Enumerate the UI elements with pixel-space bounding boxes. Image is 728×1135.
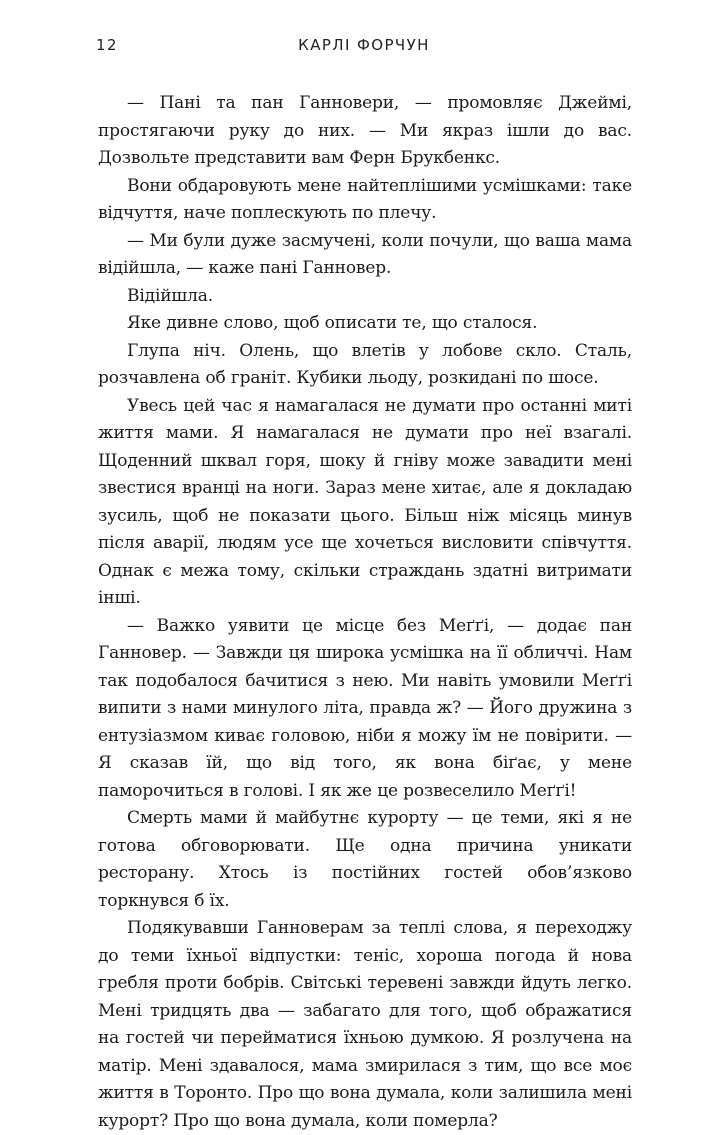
paragraph: Смерть мами й майбутнє курорту — це теми, які я не готова обговорювати. Ще одна причина уникати ресторану. Хтось із постійних гостей обов’язково торкнувся б їх. — [98, 808, 632, 911]
paragraph: Яке дивне слово, щоб описати те, що сталося. — [127, 313, 538, 333]
body-text — [98, 90, 632, 1135]
paragraph: Подякувавши Ганноверам за теплі слова, я переходжу до теми їхньої відпустки: теніс, хороша погода й нова гребля проти бобрів. Світські теревені завжди йдуть легко. Мені тридцять два — забагато для того, щоб ображатися на гостей чи перейматися їхньою думкою. Я розлучена на матір. Мені здавалося, мама змирилася з тим, що все моє життя в Торонто. Про що вона думала, коли залишила мені курорт? Про що вона думала, коли померла? — [98, 918, 632, 1131]
paragraph: — Пані та пан Ганновери, — промовляє Джеймі, простягаючи руку до них. — Ми якраз ішли до вас. Дозвольте представити вам Ферн Брукбенкс. — [98, 93, 632, 168]
paragraph: Відійшла. — [127, 285, 213, 306]
running-head-author: КАРЛІ ФОРЧУН — [298, 36, 430, 54]
paragraph: Увесь цей час я намагалася не думати про останні миті життя мами. Я намагалася не думати про неї взагалі. Щоденний шквал горя, шоку й гніву може завадити мені звестися вранці на ноги. Зараз мене хитає, але я докладаю зусиль, щоб не показати цього. Більш ніж місяць минув після аварії, людям усе ще хочеться висловити співчуття. Однак є межа тому, скільки страждань здатні витримати інші. — [98, 395, 632, 608]
page-number: 12 — [96, 36, 118, 54]
paragraph: Вони обдаровують мене найтеплішими усмішками: таке відчуття, наче поплескують по плечу. — [98, 175, 632, 223]
paragraph: — Важко уявити це місце без Меґґі, — додає пан Ганновер. — Завжди ця широка усмішка на її обличчі. Нам так подобалося бачитися з нею. Ми навіть умовили Меґґі випити з нами минулого літа, правда ж? — Його дружина з ентузіазмом киває головою, ніби я можу їм не повірити. — Я сказав їй, що від того, як вона біґає, у мене паморочиться в голові. І як же це розвеселило Меґґі! — [98, 615, 632, 801]
paragraph: — Ми були дуже засмучені, коли почули, що ваша мама відійшла, — каже пані Ганновер. — [98, 230, 632, 278]
paragraph: Глупа ніч. Олень, що влетів у лобове скло. Сталь, розчавлена об граніт. Кубики льоду, розкидані по шосе. — [98, 340, 632, 388]
page-header — [96, 36, 632, 60]
